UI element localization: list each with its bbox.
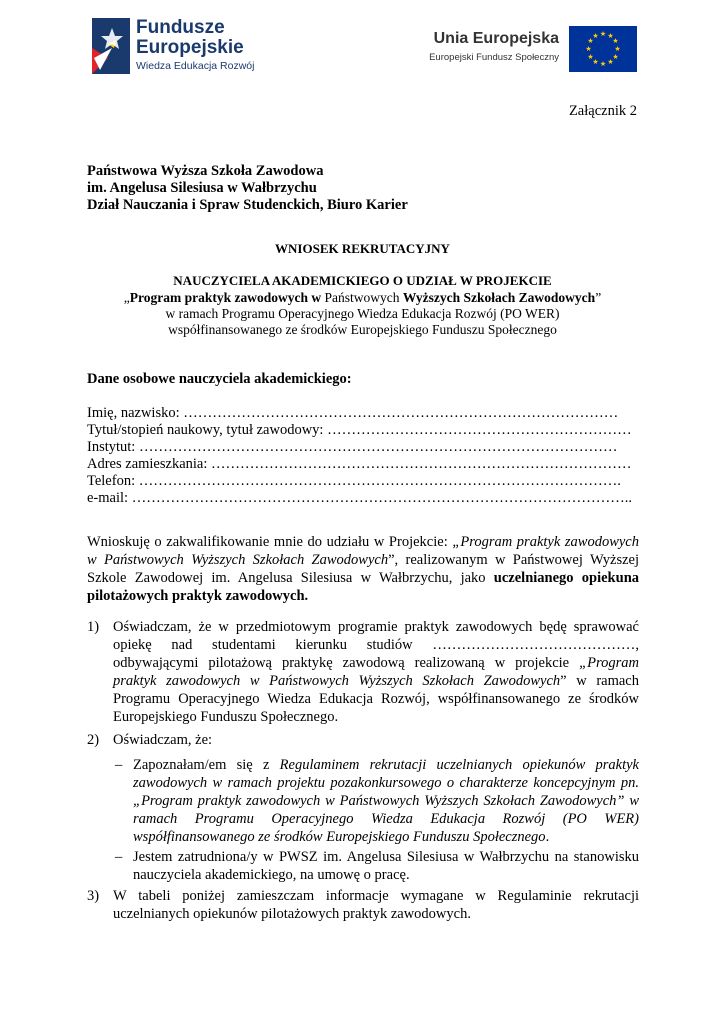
svg-text:★: ★ bbox=[607, 58, 614, 66]
item-1-number: 1) bbox=[87, 619, 100, 635]
institution-line3: Dział Nauczania i Spraw Studenckich, Biuro Karier bbox=[87, 197, 408, 213]
fundusze-europejskie-star-icon bbox=[92, 18, 130, 74]
field-name: Imię, nazwisko: ……………………………………………………………………………… bbox=[87, 405, 619, 421]
svg-text:★: ★ bbox=[587, 53, 594, 61]
svg-text:★: ★ bbox=[614, 45, 621, 53]
svg-text:★: ★ bbox=[612, 53, 619, 61]
attachment-label: Załącznik 2 bbox=[568, 103, 637, 119]
subtitle-line1: NAUCZYCIELA AKADEMICKIEGO O UDZIAŁ W PROJEKCIE bbox=[173, 273, 552, 288]
field-title: Tytuł/stopień naukowy, tytuł zawodowy: ……………………………………………………… bbox=[87, 422, 632, 438]
svg-text:★: ★ bbox=[599, 60, 607, 68]
item-1-text: Oświadczam, że w przedmiotowym programie praktyk zawodowych będę sprawować opiekę nad studentami kierunku studiów ……………………………………, odbywającymi pilotażową praktykę zawodową realizowaną w projekcie „Program praktyk zawodowych w Państwowych Wyższych Szkołach Zawodowych” w ramach Programu Operacyjnego Wiedza Edukacja Rozwój, współfinansowanego ze środków Europejskiego Funduszu Społecznego. bbox=[113, 619, 639, 725]
svg-text:★: ★ bbox=[587, 37, 594, 45]
logo-left-line1: Fundusze bbox=[136, 17, 225, 38]
subtitle-line2: „Program praktyk zawodowych w Państwowych Wyższych Szkołach Zawodowych” bbox=[123, 290, 602, 305]
svg-text:★: ★ bbox=[592, 32, 599, 40]
item-2-text: Oświadczam, że: bbox=[113, 732, 213, 748]
subtitle-line4: współfinansowanego ze środków Europejskiego Funduszu Społecznego bbox=[168, 322, 557, 337]
institution-line2: im. Angelusa Silesiusa w Wałbrzychu bbox=[87, 180, 317, 196]
logo-right-line2: Europejski Fundusz Społeczny bbox=[429, 52, 559, 63]
personal-heading: Dane osobowe nauczyciela akademickiego: bbox=[87, 371, 352, 387]
field-address: Adres zamieszkania: …………………………………………………………………………… bbox=[87, 456, 632, 472]
sub-item-1-bullet: – bbox=[115, 757, 123, 773]
fundusze-europejskie-logo bbox=[92, 18, 272, 76]
field-email: e-mail: ………………………………………………………………………………………….. bbox=[87, 490, 632, 506]
svg-text:★: ★ bbox=[592, 58, 599, 66]
svg-text:★: ★ bbox=[599, 30, 607, 38]
logo-left-line2: Europejskie bbox=[136, 37, 244, 58]
form-title: WNIOSEK REKRUTACYJNY bbox=[275, 241, 450, 256]
logo-right-line1: Unia Europejska bbox=[433, 30, 559, 47]
item-2-number: 2) bbox=[87, 732, 100, 748]
sub-item-1-text: Zapoznałam/em się z Regulaminem rekrutacji uczelnianych opiekunów praktyk zawodowych w ramach projektu pozakonkursowego o charakterze koncepcyjnym pn. „Program praktyk zawodowych w Państwowych Wyższych Szkołach Zawodowych” w ramach Programu Operacyjnego Wiedza Edukacja Rozwój (PO WER) współfinansowanego ze środków Europejskiego Funduszu Społecznego. bbox=[133, 757, 639, 845]
institution-line1: Państwowa Wyższa Szkoła Zawodowa bbox=[87, 163, 324, 179]
eu-flag-icon bbox=[569, 26, 637, 72]
svg-text:★: ★ bbox=[607, 32, 614, 40]
svg-text:★: ★ bbox=[585, 45, 592, 53]
field-phone: Telefon: ………………………………………………………………………………………. bbox=[87, 473, 621, 489]
logo-left-line3: Wiedza Edukacja Rozwój bbox=[136, 60, 255, 72]
field-institute: Instytut: ……………………………………………………………………………………… bbox=[87, 439, 618, 455]
item-3-number: 3) bbox=[87, 888, 100, 904]
subtitle-line3: w ramach Programu Operacyjnego Wiedza Edukacja Rozwój (PO WER) bbox=[165, 306, 560, 321]
svg-text:★: ★ bbox=[612, 37, 619, 45]
sub-item-2-text: Jestem zatrudniona/y w PWSZ im. Angelusa Silesiusa w Wałbrzychu na stanowisku nauczyciela akademickiego, na umowę o pracę. bbox=[133, 849, 639, 883]
sub-item-2-bullet: – bbox=[115, 849, 123, 865]
unia-europejska-logo bbox=[405, 26, 637, 72]
request-paragraph: Wnioskuję o zakwalifikowanie mnie do udziału w Projekcie: „Program praktyk zawodowych w Państwowych Wyższych Szkołach Zawodowych”, realizowanym w Państwowej Wyższej Szkole Zawodowej im. Angelusa Silesiusa w Wałbrzychu, jako uczelnianego opiekuna pilotażowych praktyk zawodowych. bbox=[87, 534, 640, 604]
item-3-text: W tabeli poniżej zamieszczam informacje wymagane w Regulaminie rekrutacji uczelnianych opiekunów pilotażowych praktyk zawodowych. bbox=[113, 888, 639, 922]
